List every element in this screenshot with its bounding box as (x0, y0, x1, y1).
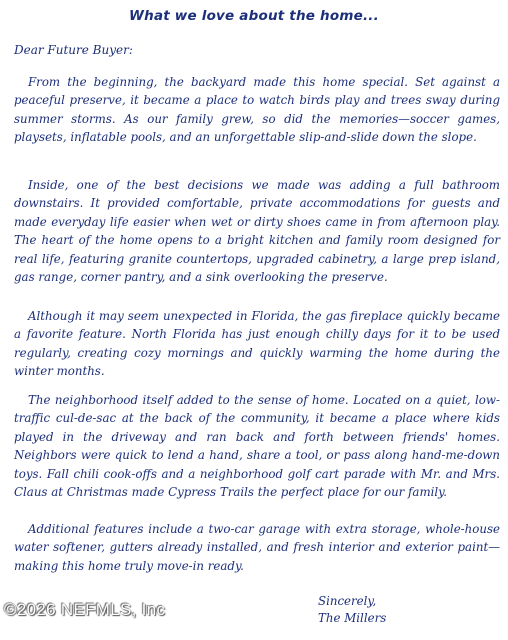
closing-line: Sincerely, (318, 594, 377, 608)
paragraph-interior: Inside, one of the best decisions we made was adding a full bathroom downstairs. It provided comfortable, private accommodations for guests and made everyday life easier when wet or dirty shoes came in from afternoon play. The heart of the home opens to a bright kitchen and family room designed for real life, featuring granite countertops, upgraded cabinetry, a large prep island, gas range, corner pantry, and a sink overlooking the preserve. (14, 178, 500, 285)
paragraph-backyard: From the beginning, the backyard made this home special. Set against a peaceful preserve, it became a place to watch birds play and trees sway during summer storms. As our family grew, so did the memories—soccer games, playsets, inflatable pools, and an unforgettable slip-and-slide down the slope. (14, 75, 500, 145)
copyright-watermark: ©2026 NEFMLS, Inc (4, 600, 166, 619)
paragraph-additional-features: Additional features include a two-car garage with extra storage, whole-house water softener, gutters already installed, and fresh interior and exterior paint—making this home truly move-in ready. (14, 522, 500, 573)
letter-closing-block (318, 593, 386, 627)
letter-title: What we love about the home... (129, 8, 379, 24)
paragraph-fireplace: Although it may seem unexpected in Florida, the gas fireplace quickly became a favorite feature. North Florida has just enough chilly days for it to be used regularly, creating cozy mornings and quickly warming the home during the winter months. (14, 309, 500, 379)
paragraph-neighborhood: The neighborhood itself added to the sense of home. Located on a quiet, low-traffic cul-de-sac at the back of the community, it became a place where kids played in the driveway and ran back and forth between friends' homes. Neighbors were quick to lend a hand, share a tool, or pass along hand-me-down toys. Fall chili cook-offs and a neighborhood golf cart parade with Mr. and Mrs. Claus at Christmas made Cypress Trails the perfect place for our family. (14, 393, 500, 500)
letter-salutation: Dear Future Buyer: (14, 43, 133, 57)
signature: The Millers (318, 611, 387, 625)
